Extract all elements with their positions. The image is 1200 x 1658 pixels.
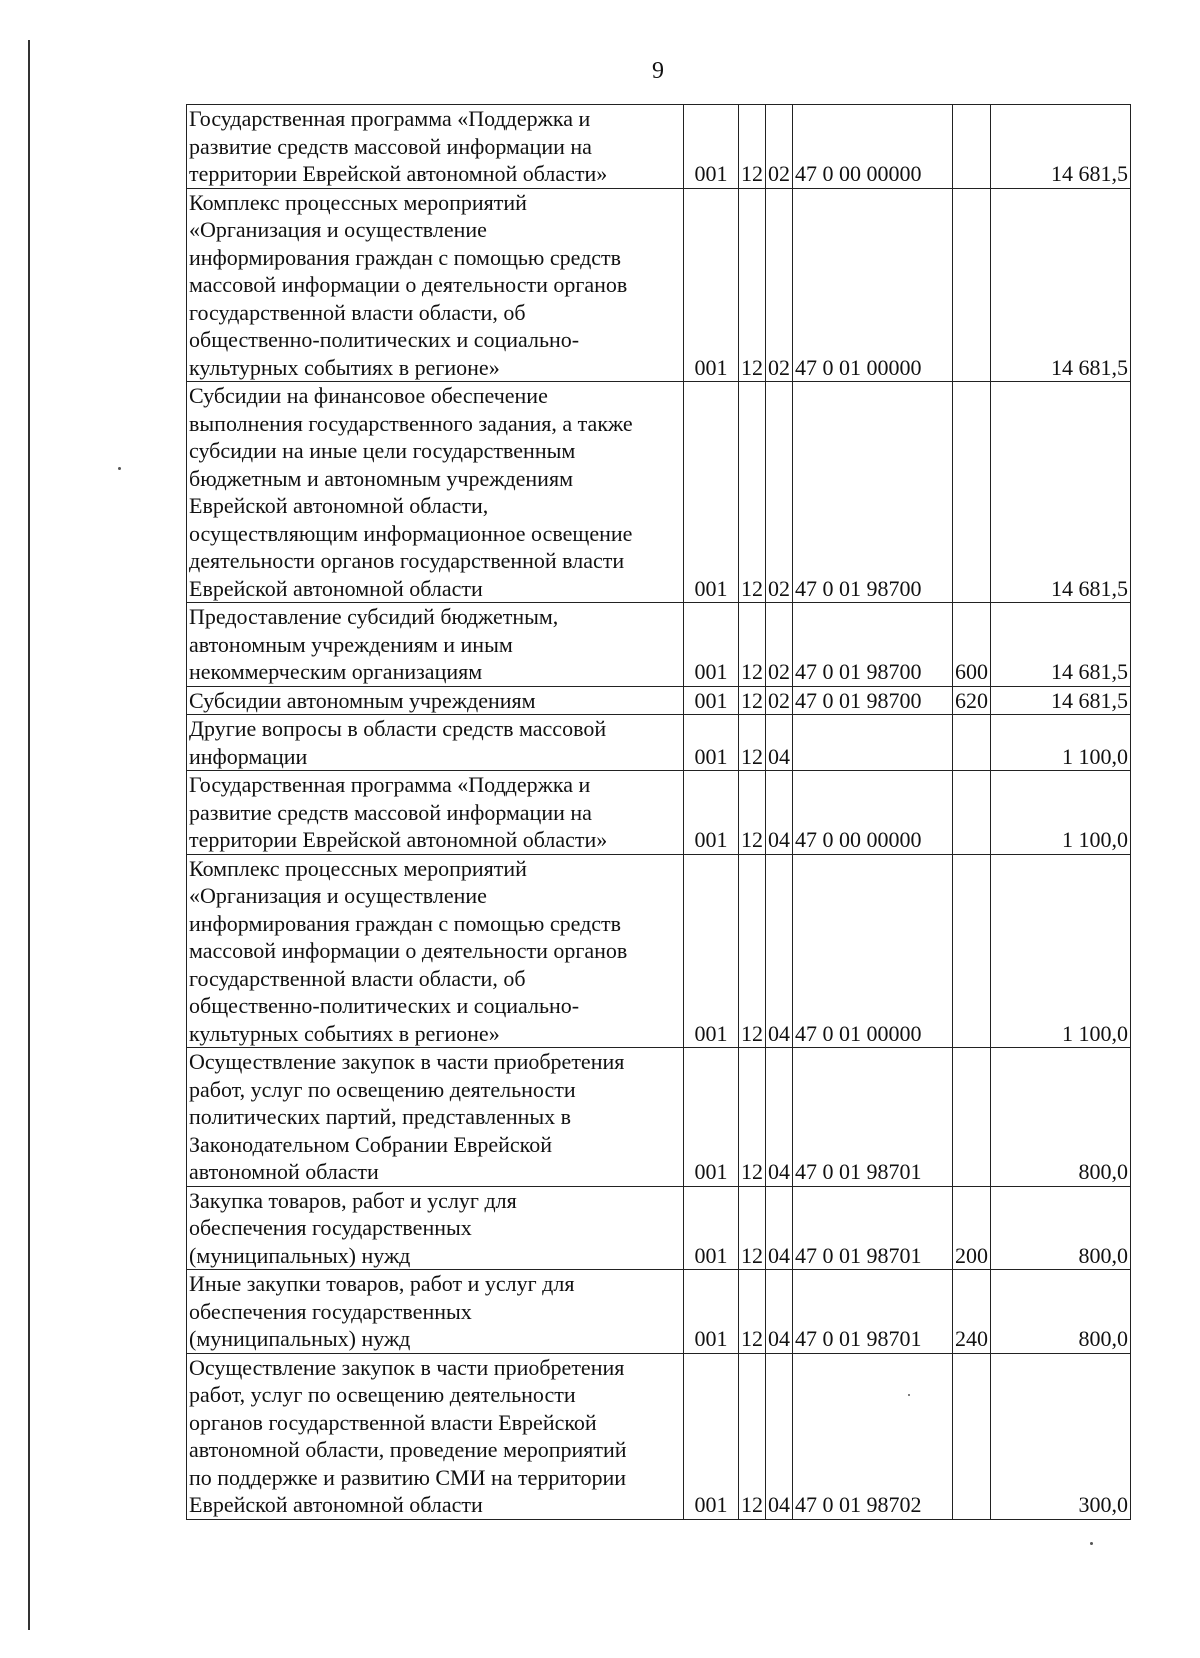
section-code: 12 xyxy=(739,1270,766,1354)
ministry-code: 001 xyxy=(684,1353,739,1519)
amount: 14 681,5 xyxy=(991,686,1131,715)
subsection-code: 04 xyxy=(766,854,793,1048)
row-name: Государственная программа «Поддержка и развитие средств массовой информации на территории Еврейской автономной области» xyxy=(187,105,684,189)
table-row xyxy=(187,1186,1131,1270)
ministry-code: 001 xyxy=(684,1186,739,1270)
row-name: Осуществление закупок в части приобретения работ, услуг по освещению деятельности политических партий, представленных в Законодательном Собрании Еврейской автономной области xyxy=(187,1048,684,1187)
expense-type-code xyxy=(953,1048,991,1187)
amount: 1 100,0 xyxy=(991,854,1131,1048)
row-name: Комплекс процессных мероприятий «Организация и осуществление информирования граждан с помощью средств массовой информации о деятельности органов государственной власти области, об общественно-политических и социально- культурных событиях в регионе» xyxy=(187,188,684,382)
section-code: 12 xyxy=(739,771,766,855)
target-article-code: 47 0 01 98700 xyxy=(793,603,953,687)
section-code: 12 xyxy=(739,1186,766,1270)
target-article-code: 47 0 01 98700 xyxy=(793,382,953,603)
section-code: 12 xyxy=(739,686,766,715)
budget-table-body xyxy=(187,105,1131,1520)
subsection-code: 02 xyxy=(766,105,793,189)
row-name: Осуществление закупок в части приобретения работ, услуг по освещению деятельности органов государственной власти Еврейской автономной области, проведение мероприятий по поддержке и развитию СМИ на территории Еврейской автономной области xyxy=(187,1353,684,1519)
budget-table xyxy=(186,104,1131,1520)
subsection-code: 04 xyxy=(766,1353,793,1519)
target-article-code xyxy=(793,715,953,771)
section-code: 12 xyxy=(739,382,766,603)
section-code: 12 xyxy=(739,854,766,1048)
subsection-code: 04 xyxy=(766,771,793,855)
target-article-code: 47 0 01 00000 xyxy=(793,188,953,382)
expense-type-code xyxy=(953,1353,991,1519)
amount: 14 681,5 xyxy=(991,603,1131,687)
target-article-code: 47 0 01 98702 xyxy=(793,1353,953,1519)
expense-type-code xyxy=(953,715,991,771)
table-row xyxy=(187,1048,1131,1187)
section-code: 12 xyxy=(739,188,766,382)
table-row xyxy=(187,1270,1131,1354)
ministry-code: 001 xyxy=(684,382,739,603)
row-name: Государственная программа «Поддержка и развитие средств массовой информации на территории Еврейской автономной области» xyxy=(187,771,684,855)
amount: 1 100,0 xyxy=(991,771,1131,855)
target-article-code: 47 0 01 98701 xyxy=(793,1186,953,1270)
section-code: 12 xyxy=(739,1048,766,1187)
ministry-code: 001 xyxy=(684,1270,739,1354)
amount: 800,0 xyxy=(991,1048,1131,1187)
amount: 1 100,0 xyxy=(991,715,1131,771)
section-code: 12 xyxy=(739,1353,766,1519)
table-row xyxy=(187,382,1131,603)
subsection-code: 02 xyxy=(766,382,793,603)
amount: 800,0 xyxy=(991,1186,1131,1270)
row-name: Предоставление субсидий бюджетным, автономным учреждениям и иным некоммерческим организациям xyxy=(187,603,684,687)
subsection-code: 02 xyxy=(766,188,793,382)
target-article-code: 47 0 01 00000 xyxy=(793,854,953,1048)
subsection-code: 04 xyxy=(766,1270,793,1354)
section-code: 12 xyxy=(739,715,766,771)
amount: 14 681,5 xyxy=(991,188,1131,382)
expense-type-code: 600 xyxy=(953,603,991,687)
ministry-code: 001 xyxy=(684,1048,739,1187)
ministry-code: 001 xyxy=(684,603,739,687)
table-row xyxy=(187,105,1131,189)
scan-speck xyxy=(118,467,121,470)
subsection-code: 04 xyxy=(766,715,793,771)
amount: 14 681,5 xyxy=(991,105,1131,189)
section-code: 12 xyxy=(739,603,766,687)
target-article-code: 47 0 00 00000 xyxy=(793,105,953,189)
expense-type-code xyxy=(953,188,991,382)
amount: 300,0 xyxy=(991,1353,1131,1519)
row-name: Иные закупки товаров, работ и услуг для обеспечения государственных (муниципальных) нужд xyxy=(187,1270,684,1354)
amount: 14 681,5 xyxy=(991,382,1131,603)
target-article-code: 47 0 01 98701 xyxy=(793,1270,953,1354)
section-code: 12 xyxy=(739,105,766,189)
table-row xyxy=(187,603,1131,687)
scan-speck xyxy=(1090,1542,1093,1545)
subsection-code: 04 xyxy=(766,1048,793,1187)
expense-type-code: 620 xyxy=(953,686,991,715)
target-article-code: 47 0 01 98700 xyxy=(793,686,953,715)
row-name: Другие вопросы в области средств массовой информации xyxy=(187,715,684,771)
table-row xyxy=(187,771,1131,855)
page-number: 9 xyxy=(652,58,664,84)
expense-type-code xyxy=(953,382,991,603)
scan-margin-line xyxy=(28,40,30,1630)
ministry-code: 001 xyxy=(684,854,739,1048)
ministry-code: 001 xyxy=(684,105,739,189)
ministry-code: 001 xyxy=(684,188,739,382)
expense-type-code xyxy=(953,854,991,1048)
table-row xyxy=(187,188,1131,382)
target-article-code: 47 0 01 98701 xyxy=(793,1048,953,1187)
expense-type-code xyxy=(953,105,991,189)
table-row xyxy=(187,686,1131,715)
expense-type-code: 200 xyxy=(953,1186,991,1270)
target-article-code: 47 0 00 00000 xyxy=(793,771,953,855)
table-row xyxy=(187,1353,1131,1519)
subsection-code: 04 xyxy=(766,1186,793,1270)
subsection-code: 02 xyxy=(766,603,793,687)
ministry-code: 001 xyxy=(684,771,739,855)
row-name: Комплекс процессных мероприятий «Организация и осуществление информирования граждан с помощью средств массовой информации о деятельности органов государственной власти области, об общественно-политических и социально- культурных событиях в регионе» xyxy=(187,854,684,1048)
subsection-code: 02 xyxy=(766,686,793,715)
amount: 800,0 xyxy=(991,1270,1131,1354)
expense-type-code: 240 xyxy=(953,1270,991,1354)
table-row xyxy=(187,715,1131,771)
expense-type-code xyxy=(953,771,991,855)
table-row xyxy=(187,854,1131,1048)
scan-speck xyxy=(908,1394,910,1396)
ministry-code: 001 xyxy=(684,686,739,715)
ministry-code: 001 xyxy=(684,715,739,771)
row-name: Субсидии автономным учреждениям xyxy=(187,686,684,715)
row-name: Субсидии на финансовое обеспечение выполнения государственного задания, а также субсидии на иные цели государственным бюджетным и автономным учреждениям Еврейской автономной области, осуществляющим информационное освещение деятельности органов государственной власти Еврейской автономной области xyxy=(187,382,684,603)
row-name: Закупка товаров, работ и услуг для обеспечения государственных (муниципальных) нужд xyxy=(187,1186,684,1270)
